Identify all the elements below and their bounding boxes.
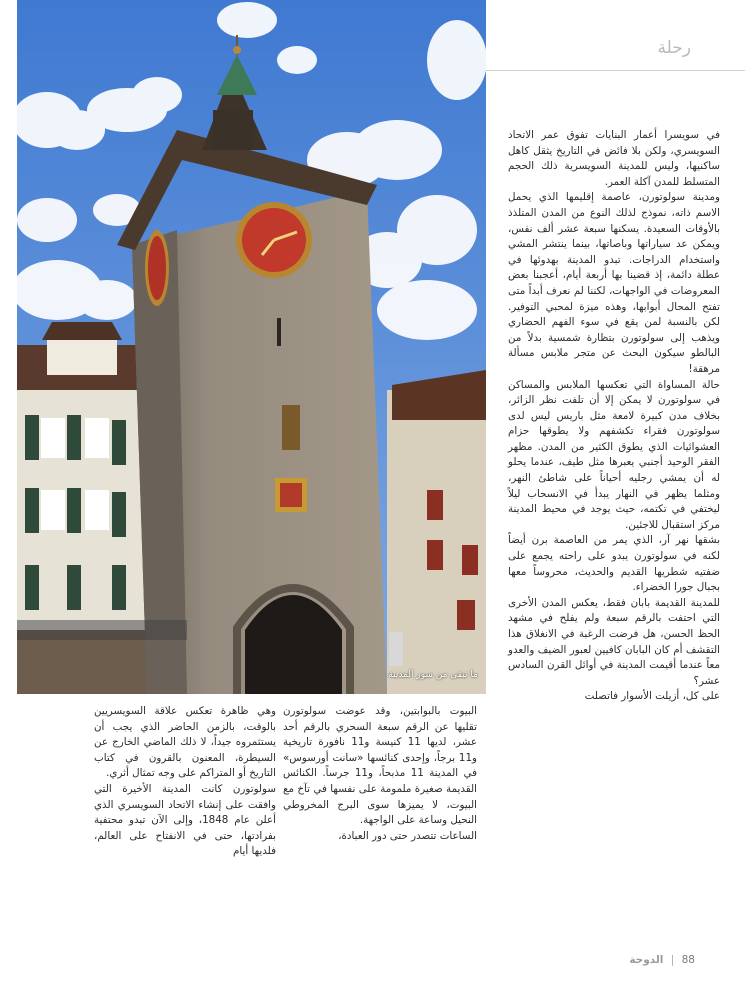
paragraph: على كل، أزيلت الأسوار فاتصلت (584, 690, 720, 703)
paragraph: ومدينة سولوتورن، عاصمة إقليمها الذي يحمل الاسم ذاته، نموذج لذلك النوع من المدن المتلذذ بالأوقات السعيدة. يسكنها سبعة عشر ألف نفس، ويمكن عد سياراتها وباصاتها، بينما ينتشر المشي واستخدام الدراجات. تبدو المدينة بهدوئها في عطلة دائمة، إذ قضينا بها أربعة أيام، أعجبنا بعض المعروضات في الواجهات، لكننا لم نعرف أبداً متى تفتح المحال أبوابها، وهذه ميزة لمحبي التوفير. لكن بالنسبة لمن يقع في سوء الفهم الحضاري ويذهب إلى سولوتورن بتظارة شمسية بدلاً من البالطو سيكون البحث عن متجر ملابس مسألة مرهقة! (508, 191, 720, 375)
paragraph: بشقها نهر آر، الذي يمر من العاصمة برن أيضاً لكنه في سولوتورن يبدو على راحته يجمع على ضفتيه شطريها القديم والحديث، محروساً معها بجبال جورا الخضراء. (508, 534, 720, 594)
article-column-left (94, 704, 276, 860)
paragraph: في سويسرا أعمار البنايات تفوق عمر الاتحاد السويسري، ولكن بلا فائض في التاريخ يثقل كاهل ساكنيها، وليس للمدينة السويسرية ذلك الحجم المتسلط للمدن آكلة العمر. (508, 129, 720, 188)
paragraph: للمدينة القديمة بابان فقط، يعكس المدن الأخرى التي احتفت بالرقم سبعة ولم يفلح في مشهد الحظ الحسن، هل فرضت الرغبة في الانغلاق هذا التقشف أم كان البابان كافيين لعبور الضيف والعدو معاً عندما أقيمت المدينة في أوائل القرن السادس عشر؟ (508, 596, 720, 687)
page-footer (629, 954, 695, 966)
page-number: 88 (681, 954, 695, 966)
paragraph: حالة المساواة التي تعكسها الملابس والمساكن في سولوتورن لا يمكن إلا أن تلفت نظر الزائر، بخلاف مدن كبيرة لامعة مثل باريس ليس لدى سولوتورن فقراء تكشفهم ولا يطوقها حزام العشوائيات الذي يطوق الكثير من المدن. مظهر الفقر الوحيد أجنبي يعبرها مثل طيف، عندما يحلو له أن يمشي رجليه أحياناً على شاطئ النهر، ومثلما يظهر في النهار يبدأ في الانسحاب ليلاً ليختفي في تكتمه، حيث يوجد في محيط المدينة مركز استقبال للاجئين. (508, 378, 720, 531)
article-column-right (508, 128, 720, 705)
paragraph: سولوتورن كانت المدينة الأخيرة التي وافقت على إنشاء الاتحاد السويسري الذي أعلن عام 1848، وإلى الآن تبدو محتفية بفرادتها، حتى في الانفتاح على العالم، فلديها أيام (94, 782, 276, 858)
footer-separator: | (670, 954, 675, 966)
clock-tower-illustration (17, 0, 486, 694)
article-column-middle (283, 704, 477, 844)
section-tag: رحلة (657, 38, 691, 58)
tower-photo (17, 0, 486, 694)
magazine-name: الدوحة (629, 954, 664, 966)
photo-caption: ما تبقى من سور المدينة (388, 670, 478, 680)
paragraph: الساعات تتصدر حتى دور العبادة، (338, 829, 477, 842)
header-rule (486, 70, 745, 71)
paragraph: البيوت بالبوابتين، وقد عوضت سولوتورن تقليها عن الرقم سبعة السحري بالرقم أحد عشر، لديها 11 كنيسة و11 نافورة تاريخية و11 برجاً، وإحدى كنائسها «سانت أورسوس» في المدينة 11 مذبحاً، و11 جرساً. الكنائس القديمة صغيرة ملمومة على نفسها في تآخ مع البيوت، لا يميزها سوى البرج المخروطي النحيل وساعة على الواجهة. (283, 705, 477, 827)
paragraph: وهي ظاهرة تعكس علاقة السويسريين بالوقت، بالزمن الحاضر الذي يجب أن يستثمروه جيداً، لا ذلك الماضي الخارج عن السيطرة، المعنون بالقرون في كتاب التاريخ أو المتراكم على وجه تمثال أثري. (94, 705, 276, 780)
